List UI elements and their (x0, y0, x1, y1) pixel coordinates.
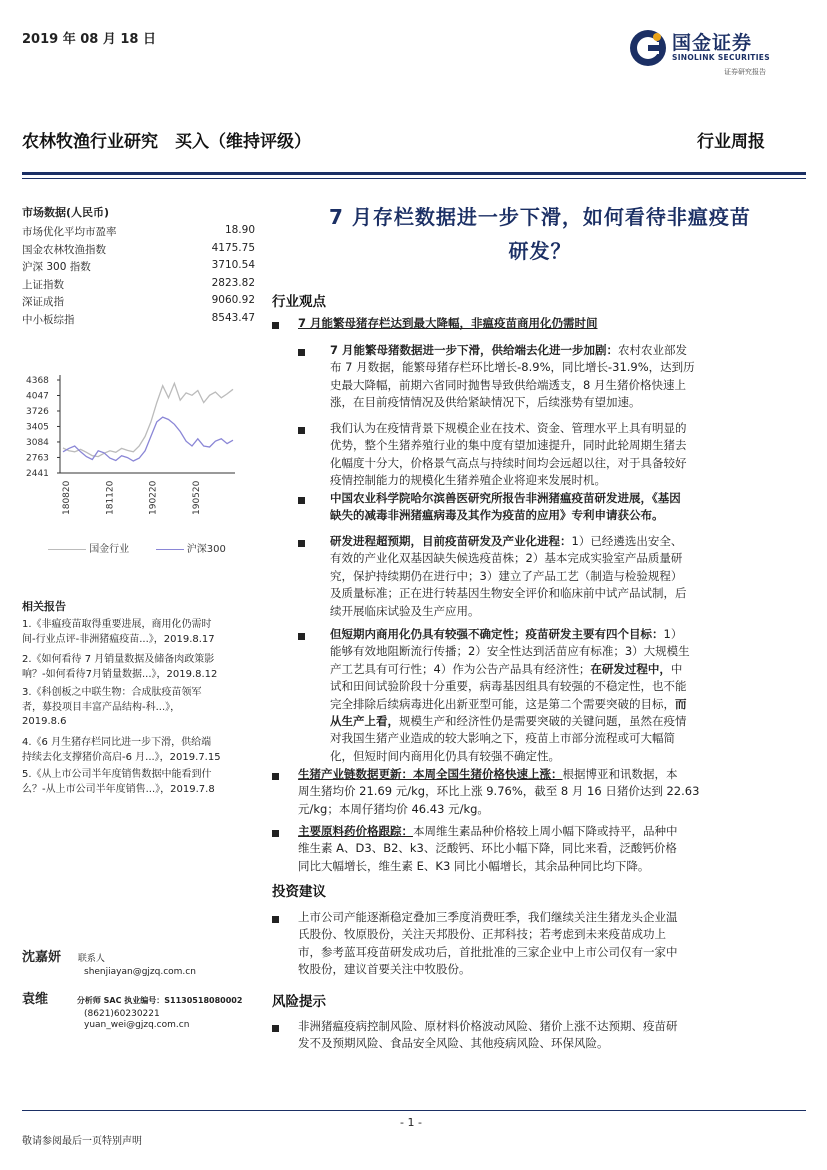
related-report-item[interactable]: 2.《如何看待 7 月销量数据及储备肉政策影 响？-如何看待7月销量数据...》，2019.8.12 (22, 654, 218, 680)
section-risk: 风险提示 (272, 994, 326, 1010)
paragraph-sow-data: 7 月能繁母猪数据进一步下滑，供给端去化进一步加剧：农村农业部发 布 7 月数据，能繁母猪存栏环比增长-8.9%，同比增长-31.9%，达到历 史最大降幅，前期六省同时抛售导致供给端透支，8 月生猪价格快速上 涨，在目前疫情情况及供给紧缺情况下，后续涨势有望加速。 (330, 343, 695, 410)
legend-swatch-industry (48, 549, 86, 550)
related-report-item[interactable]: 3.《科创板之中联生物：合成肽疫苗领军 者，募投项目丰富产品结构-科...》， 2019.8.6 (22, 687, 202, 727)
bullet-icon (298, 497, 305, 504)
section-industry-view: 行业观点 (272, 294, 326, 310)
legend-swatch-hs300 (156, 549, 184, 550)
bullet-icon (298, 349, 305, 356)
x-tick-label: 190220 (148, 480, 159, 515)
y-tick-label: 4047 (26, 391, 49, 402)
paragraph-vaccine-patent: 中国农业科学院哈尔滨兽医研究所报告非洲猪瘟疫苗研发进展，《基因 缺失的减毒非洲猪瘟病毒及其作为疫苗的应用》专利申请获公布。 (330, 491, 681, 523)
report-date: 2019 年 08 月 18 日 (22, 32, 156, 47)
brand-logo (628, 22, 808, 82)
report-title: 7 月存栏数据进一步下滑，如何看待非瘟疫苗 研发？ (329, 205, 751, 263)
author-role: 分析师 SAC 执业编号：S1130518080002 (76, 996, 243, 1005)
x-tick-label: 181120 (105, 480, 116, 515)
related-report-item[interactable]: 5.《从上市公司半年度销售数据中能看到什 么？-从上市公司半年度销售...》，2019.7.8 (22, 769, 215, 795)
market-row: 市场优化平均市盈率 18.90 (22, 224, 255, 238)
related-report-item[interactable]: 1.《非瘟疫苗取得重要进展，商用化仍需时 间-行业点评-非洲猪瘟疫苗...》，2019.8.17 (22, 619, 215, 645)
author-phone: (8621)60230221 (84, 1009, 160, 1019)
y-tick-label: 4368 (26, 376, 49, 386)
paragraph-hog-prices: 生猪产业链数据更新：本周全国生猪价格快速上涨：根据博亚和讯数据，本 周生猪均价 21.69 元/kg，环比上涨 9.76%，截至 8 月 16 日猪价达到 22.63 元/kg；本周仔猪均价 46.43 元/kg。 (298, 767, 700, 816)
footer-rule (22, 1110, 806, 1111)
bullet-icon (272, 773, 279, 780)
y-tick-label: 3084 (26, 437, 49, 448)
market-row: 上证指数 2823.82 (22, 277, 255, 291)
market-row: 国金农林牧渔指数 4175.75 (22, 242, 255, 256)
paragraph-risk: 非洲猪瘟疫病控制风险、原材料价格波动风险、猪价上涨不达预期、疫苗研 发不及预期风险、食品安全风险、其他疫病风险、环保风险。 (298, 1019, 678, 1051)
series-line-沪深300 (63, 417, 233, 461)
bullet-icon (298, 427, 305, 434)
brand-name: 国金证券 (672, 32, 753, 54)
paragraph-vaccine-progress: 研发进程超预期，目前疫苗研发及产业化进程：1）已经遴选出安全、 有效的产业化双基因缺失候选疫苗株；2）基本完成实验室产品质量研 究，保护持续期仍在进行中；3）建立了产品工艺（制造与检验规程） 及质量标准；正在进行转基因生物安全评价和临床前中试产品试制，后 续开展临床试验及生产应用。 (330, 534, 687, 618)
chart-legend (48, 540, 226, 555)
bullet-icon (272, 830, 279, 837)
market-row: 沪深 300 指数 3710.54 (22, 259, 255, 273)
headline: 7 月能繁母猪存栏达到最大降幅，非瘟疫苗商用化仍需时间 (298, 316, 598, 330)
x-tick-label: 180820 (62, 480, 72, 515)
x-tick-label: 190520 (191, 480, 202, 515)
bullet-icon (272, 916, 279, 923)
brand-subtitle: 证券研究报告 (724, 68, 766, 76)
paragraph-investment: 上市公司产能逐渐稳定叠加三季度消费旺季，我们继续关注生猪龙头企业温 氏股份、牧原股份，关注天邦股份、正邦科技；若考虑到未来疫苗成功上 市，参考蓝耳疫苗研发成功后，首批批准的三家企业中上市公司仅有一家中 牧股份，建议首要关注中牧股份。 (298, 910, 678, 977)
footer-disclaimer: 敬请参阅最后一页特别声明 (22, 1136, 142, 1147)
paragraph-raw-materials: 主要原料药价格跟踪：本周维生素品种价格较上周小幅下降或持平，品种中 维生素 A、D3、B2、k3、泛酸钙、环比小幅下降，同比来看，泛酸钙价格 同比大幅增长，维生素 E、K3 同比小幅增长，其余品种同比均下降。 (298, 824, 678, 873)
y-tick-label: 2763 (26, 453, 49, 464)
header-rule-thin (22, 178, 806, 179)
market-row: 中小板综指 8543.47 (22, 312, 255, 326)
author-email[interactable]: shenjiayan@gjzq.com.cn (84, 967, 196, 977)
y-tick-label: 3726 (26, 406, 49, 417)
bullet-icon (272, 322, 279, 329)
paragraph-vaccine-uncertainty: 但短期内商用化仍具有较强不确定性；疫苗研发主要有四个目标：1） 能够有效地阻断流行传播；2）安全性达到活苗应有标准；3）大规模生 产工艺具有可行性；4）作为公告产品具有经济性；在研发过程中，中 试和田间试验阶段十分重要，病毒基因组具有较强的不稳定性，也不能 完全排除后续病毒进化出新亚型可能，这是第二个需要突破的目标，而 从生产上看，规模生产和经济性仍是需要突破的关键问题，虽然在疫情 对我国生猪产业造成的较大影响之下，疫苗上市部分流程或可大幅简 化，但短时间内商用化仍具有较强不确定性。 (330, 627, 690, 763)
bullet-icon (272, 1025, 279, 1032)
market-data-title: 市场数据(人民币) (22, 206, 110, 219)
y-tick-label: 3405 (26, 422, 49, 433)
header-rule (22, 172, 806, 175)
related-report-item[interactable]: 4.《6 月生猪存栏同比进一步下滑，供给端 持续去化支撑猪价高启-6 月...》，2019.7.15 (22, 737, 221, 763)
sinolink-logo-icon (628, 28, 668, 68)
author-name: 沈嘉妍 (22, 950, 62, 965)
author-block (22, 946, 196, 977)
bullet-icon (298, 633, 305, 640)
legend-hs300: 沪深300 (186, 544, 226, 555)
author-name: 袁维 (22, 992, 49, 1007)
paragraph-industry-concentration: 我们认为在疫情背景下规模企业在技术、资金、管理水平上具有明显的 优势，整个生猪养殖行业的集中度有望加速提升，同时此轮周期生猪去 化幅度十分大，价格景气高点与持续时间均会远超以往，对于具备较好 疫情控制能力的规模化生猪养殖企业将迎来发展时机。 (330, 421, 687, 488)
market-row: 深证成指 9060.92 (22, 294, 255, 308)
y-tick-label: 2441 (26, 469, 49, 479)
report-category: 农林牧渔行业研究 买入（维持评级） (22, 132, 311, 152)
report-type: 行业周报 (697, 132, 765, 152)
page-number: - 1 - (400, 1116, 422, 1129)
series-line-国金行业 (63, 383, 233, 456)
brand-name-en: SINOLINK SECURITIES (672, 53, 770, 62)
author-role: 联系人 (77, 954, 105, 964)
index-chart (20, 370, 250, 530)
related-reports-title: 相关报告 (22, 600, 66, 613)
bullet-icon (298, 540, 305, 547)
section-investment: 投资建议 (272, 884, 326, 900)
author-block (22, 988, 242, 1030)
author-email[interactable]: yuan_wei@gjzq.com.cn (84, 1020, 190, 1030)
legend-industry: 国金行业 (89, 544, 130, 555)
